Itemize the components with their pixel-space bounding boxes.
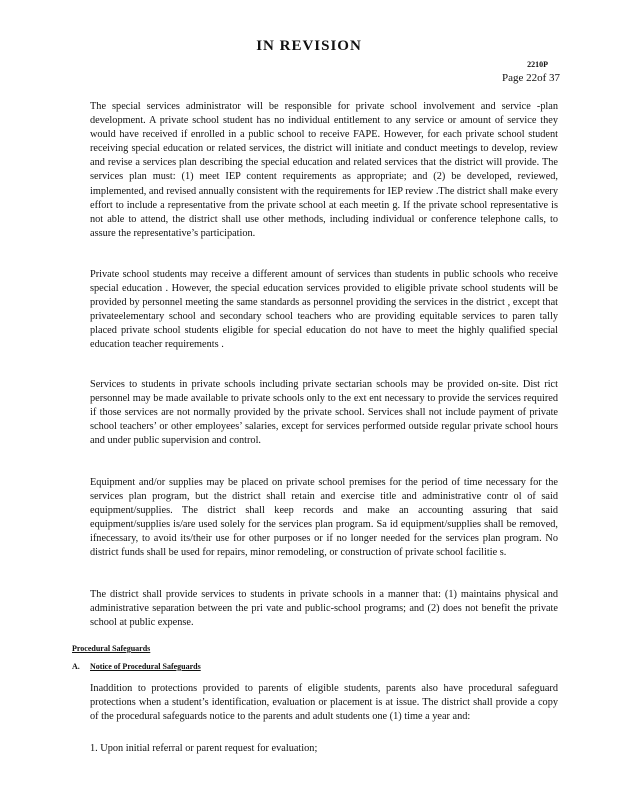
paragraph-service-plan: The special services administrator will be responsible for private school involvement and service -plan development. A private school student has no individual entitlement to any service or amount of service they would have received if enrolled in a public school to receive FAPE. However, for each private school student receiving special education or related services, the district will initiate and conduct meetings to develop, review and revise a services plan describing the special education and related services that the district will provide. The services plan must: (1) meet IEP content requirements as appropriate; and (2) be developed, reviewed, implemented, and revised annually consistent with the requirements for IEP review .The district shall make every effort to include a representative from the private school at each meetin g. If the private school representative is not able to attend, the district shall use other methods, including individual or conference telephone calls, to assure the representative’s participation. <box>90 101 558 239</box>
subsection-letter: A. <box>72 662 80 671</box>
paragraph-equipment-supplies: Equipment and/or supplies may be placed on private school premises for the period of time necessary for the services plan program, but the district shall retain and exercise title and administrative contr ol of said equipment/supplies. The district shall keep records and make an accounting assuring that said equipment/supplies is/are used solely for the services plan program. Sa id equipment/supplies shall be removed, ifnecessary, to avoid its/their use for other purposes or if no longer needed for the services plan program. No district funds shall be used for repairs, minor remodeling, or construction of private school facilitie s. <box>90 477 558 559</box>
page-number: Page 22of 37 <box>501 72 560 84</box>
paragraph-amount-of-services: Private school students may receive a different amount of services than students in public schools who receive special education . However, the special education services provided to eligible private school students will be provided by personnel meeting the same standards as personnel providing the services in the district , except that privateelementary school and secondary school teachers who are providing equitable services to paren tally placed private school students eligible for special education do not have to meet the highly qualified special education teacher requirements . <box>90 269 558 351</box>
page-title: IN REVISION <box>256 38 362 54</box>
subsection-heading <box>72 662 201 671</box>
paragraph-procedural-safeguards: Inaddition to protections provided to parents of eligible students, parents also have procedural safeguard protections when a student’s identification, evaluation or placement is at issue. The district shall provide a copy of the procedural safeguards notice to the parents and adult students one (1) time a year and: <box>90 683 558 723</box>
section-heading: Procedural Safeguards <box>72 644 151 653</box>
subsection-title: Notice of Procedural Safeguards <box>90 662 201 671</box>
paragraph-separation: The district shall provide services to students in private schools in a manner that: (1) maintains physical and administrative separation between the pri vate and public-school programs; and (2) does not benefit the private school at public expense. <box>90 589 558 629</box>
list-item: 1. Upon initial referral or parent request for evaluation; <box>90 743 318 754</box>
policy-code: 2210P <box>527 60 548 69</box>
paragraph-on-site-services: Services to students in private schools including private sectarian schools may be provided on-site. Dist rict personnel may be made available to private schools only to the ext ent necessary to provide the services required if those services are not normally provided by the private school. Services shall not include payment of private school teachers’ or other employees’ salaries, except for services performed outside regular private school hours and under public supervision and control. <box>90 379 558 447</box>
